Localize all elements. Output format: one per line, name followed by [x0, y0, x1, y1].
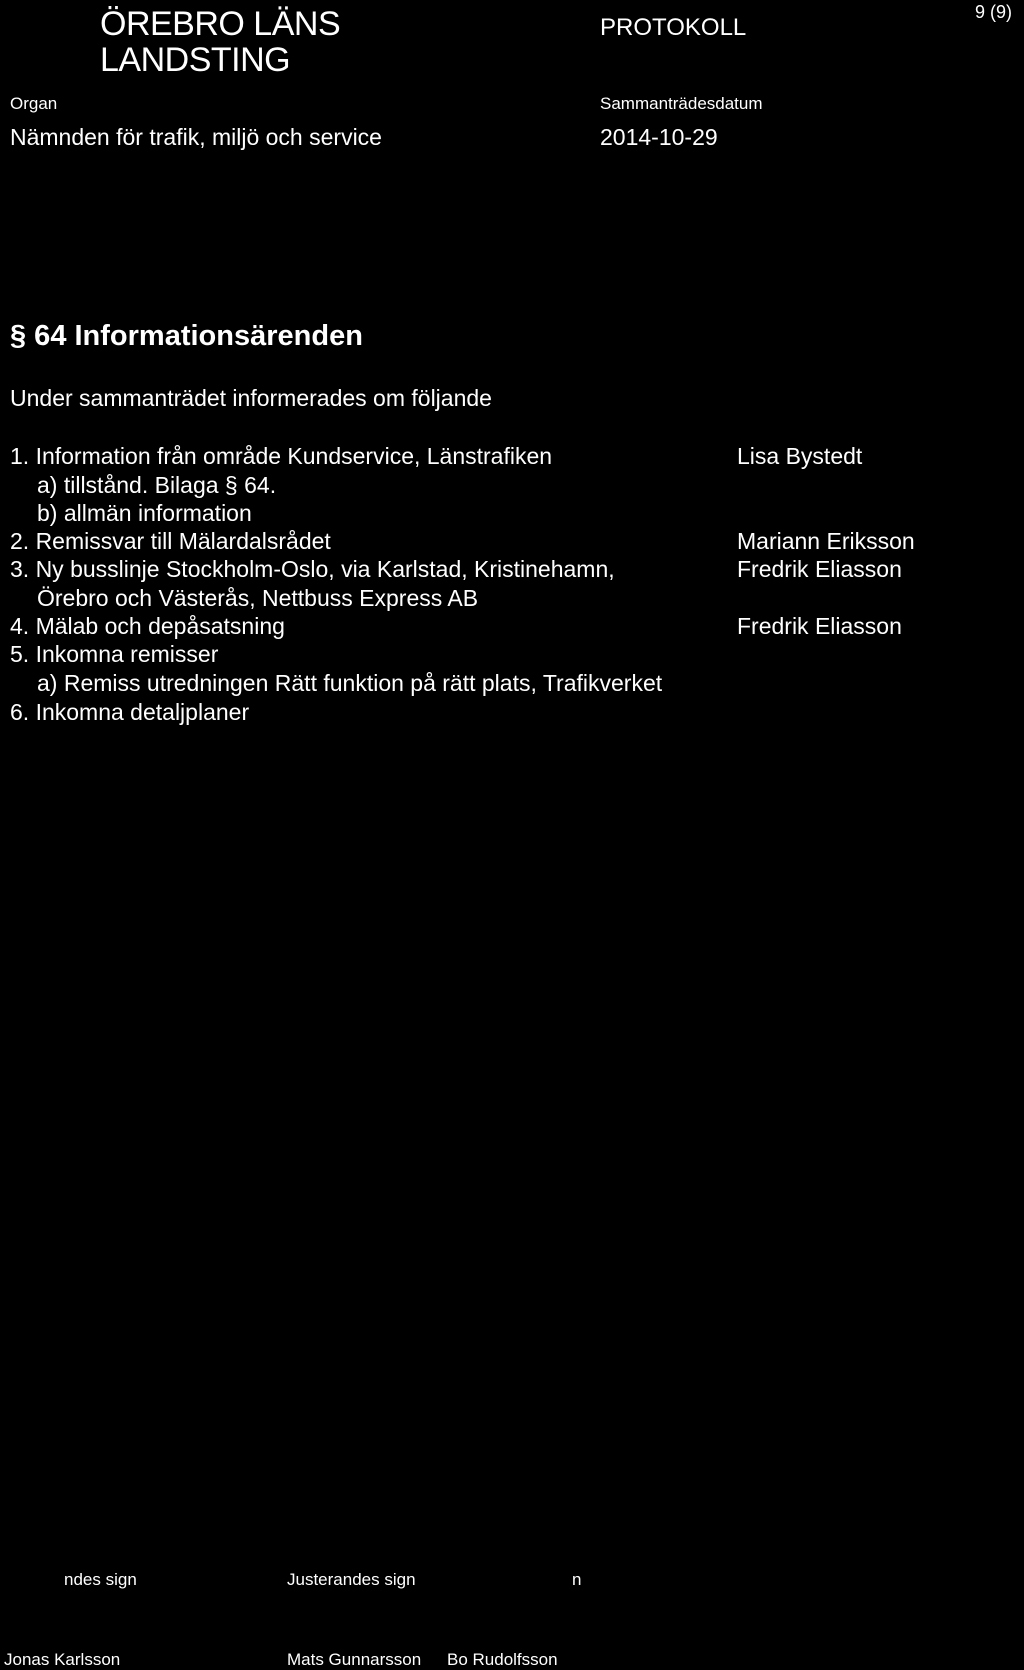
- document-type: PROTOKOLL: [600, 14, 747, 41]
- section-heading: § 64 Informationsärenden: [10, 320, 363, 352]
- signer-name: Jonas Karlsson: [4, 1650, 121, 1669]
- responsible-person: Fredrik Eliasson: [737, 613, 902, 639]
- date-value: 2014-10-29: [600, 124, 718, 150]
- org-name-line1: ÖREBRO LÄNS: [100, 5, 341, 43]
- list-item: b) allmän information: [37, 500, 252, 526]
- org-logo: [100, 6, 340, 78]
- responsible-person: Fredrik Eliasson: [737, 556, 902, 582]
- page-number: 9 (9): [975, 2, 1013, 22]
- signature-label: n: [572, 1570, 582, 1589]
- list-item: 2. Remissvar till Mälardalsrådet: [10, 528, 331, 554]
- list-item: 5. Inkomna remisser: [10, 641, 219, 667]
- responsible-person: Lisa Bystedt: [737, 443, 863, 469]
- section-intro: Under sammanträdet informerades om följande: [10, 385, 492, 411]
- date-label: Sammanträdesdatum: [600, 94, 763, 113]
- organ-value: Nämnden för trafik, miljö och service: [10, 124, 382, 150]
- org-name-line2: LANDSTING: [100, 41, 291, 79]
- signer-name: Bo Rudolfsson: [447, 1650, 558, 1669]
- signer-name: Mats Gunnarsson: [287, 1650, 422, 1669]
- list-item: a) tillstånd. Bilaga § 64.: [37, 472, 277, 498]
- list-item: 6. Inkomna detaljplaner: [10, 699, 250, 725]
- list-item: a) Remiss utredningen Rätt funktion på rätt plats, Trafikverket: [37, 670, 663, 696]
- list-item: 4. Mälab och depåsatsning: [10, 613, 285, 639]
- list-item: 1. Information från område Kundservice, Länstrafiken: [10, 443, 553, 469]
- list-item: Örebro och Västerås, Nettbuss Express AB: [37, 585, 479, 611]
- signature-label: Justerandes sign: [287, 1570, 416, 1589]
- responsible-person: Mariann Eriksson: [737, 528, 915, 554]
- signature-label: ndes sign: [64, 1570, 137, 1589]
- organ-label: Organ: [10, 94, 58, 113]
- list-item: 3. Ny busslinje Stockholm-Oslo, via Karlstad, Kristinehamn,: [10, 556, 615, 582]
